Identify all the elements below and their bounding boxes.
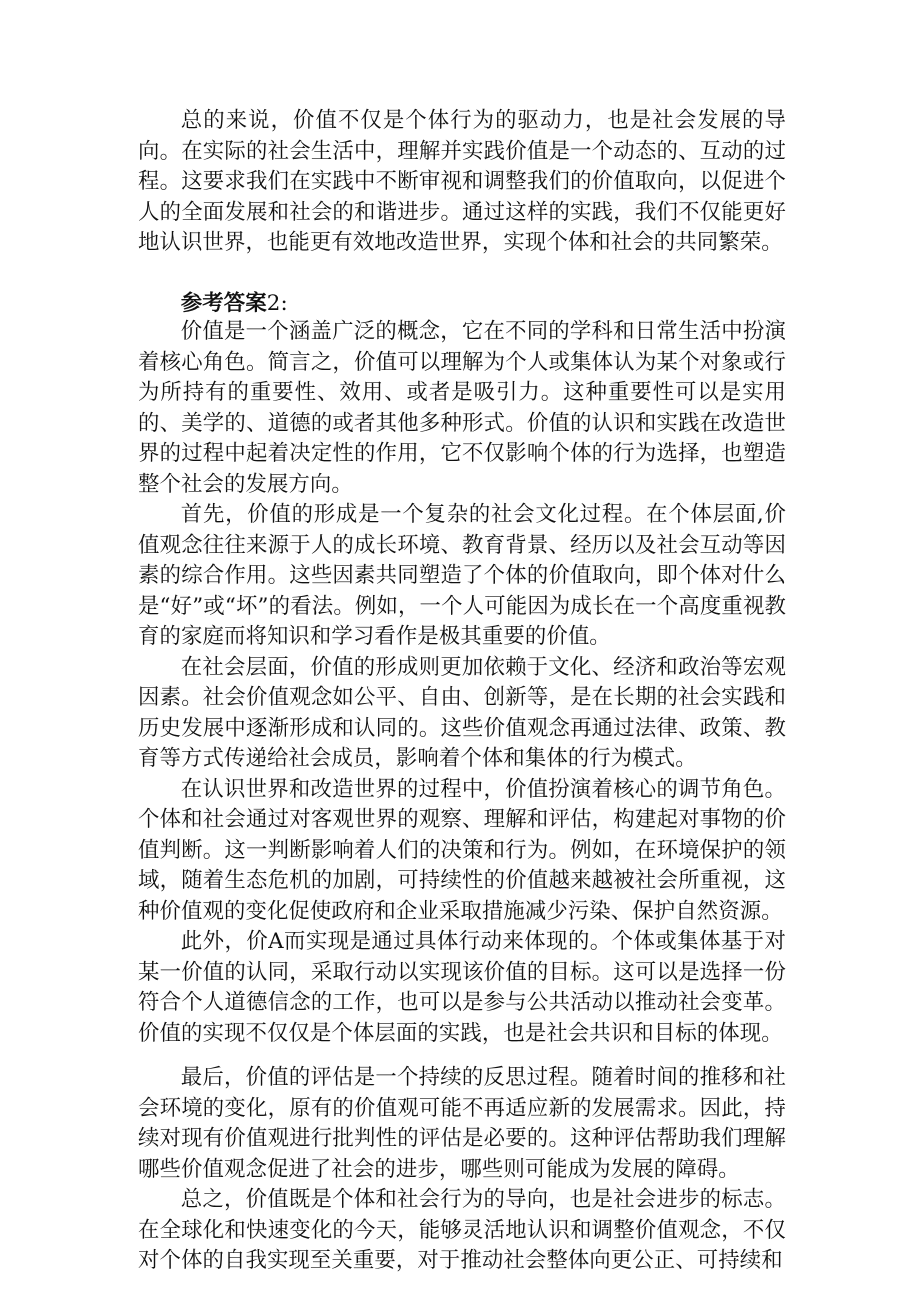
paragraph-regulating-role: 在认识世界和改造世界的过程中，价值扮演着核心的调节角色。个体和社会通过对客观世界的观察、理解和评估，构建起对事物的价值判断。这一判断影响着人们的决策和行为。例如，在环境保护的领域，随着生态危机的加剧，可持续性的价值越来越被社会所重视，这种价值观的变化促使政府和企业采取措施减少污染、保护自然资源。	[138, 776, 786, 924]
paragraph-realization: 此外，价A而实现是通过具体行动来体现的。个体或集体基于对某一价值的认同，采取行动以实现该价值的目标。这可以是选择一份符合个人道德信念的工作，也可以是参与公共活动以推动社会变革。价值的实现不仅仅是个体层面的实践，也是社会共识和目标的体现。	[138, 929, 786, 1046]
paragraph-definition: 价值是一个涵盖广泛的概念，它在不同的学科和日常生活中扮演着核心角色。简言之，价值可以理解为个人或集体认为某个对象或行为所持有的重要性、效用、或者是吸引力。这种重要性可以是实用的、美学的、道德的或者其他多种形式。价值的认识和实践在改造世界的过程中起着决定性的作用，它不仅影响个体的行为选择，也塑造整个社会的发展方向。	[138, 319, 786, 497]
answer-heading-number: 2:	[266, 290, 288, 316]
answer-heading-label: 参考答案	[180, 290, 267, 316]
document-body	[138, 106, 786, 1277]
paragraph-conclusion: 总之，价值既是个体和社会行为的导向，也是社会进步的标志。在全球化和快速变化的今天，能够灵活地认识和调整价值观念，不仅对个体的自我实现至关重要，对于推动社会整体向更公正、可持续和	[138, 1187, 786, 1273]
paragraph-evaluation: 最后，价值的评估是一个持续的反思过程。随着时间的推移和社会环境的变化，原有的价值观可能不再适应新的发展需求。因此，持续对现有价值观进行批判性的评估是必要的。这种评估帮助我们理解哪些价值观念促进了社会的进步，哪些则可能成为发展的障碍。	[138, 1065, 786, 1182]
paragraph-individual-formation: 首先，价值的形成是一个复杂的社会文化过程。在个体层面,价值观念往往来源于人的成长环境、教育背景、经历以及社会互动等因素的综合作用。这些因素共同塑造了个体的价值取向，即个体对什么是“好”或“坏”的看法。例如，一个人可能因为成长在一个高度重视教育的家庭而将知识和学习看作是极其重要的价值。	[138, 502, 786, 649]
paragraph-social-formation: 在社会层面，价值的形成则更加依赖于文化、经济和政治等宏观因素。社会价值观念如公平、自由、创新等，是在长期的社会实践和历史发展中逐渐形成和认同的。这些价值观念再通过法律、政策、教育等方式传递给社会成员，影响着个体和集体的行为模式。	[138, 654, 786, 771]
answer-heading	[138, 289, 786, 320]
intro-paragraph: 总的来说，价值不仅是个体行为的驱动力，也是社会发展的导向。在实际的社会生活中，理解并实践价值是一个动态的、互动的过程。这要求我们在实践中不断审视和调整我们的价值取向，以促进个人的全面发展和社会的和谐进步。通过这样的实践，我们不仅能更好地认识世界，也能更有效地改造世界，实现个体和社会的共同繁荣。	[138, 108, 786, 255]
